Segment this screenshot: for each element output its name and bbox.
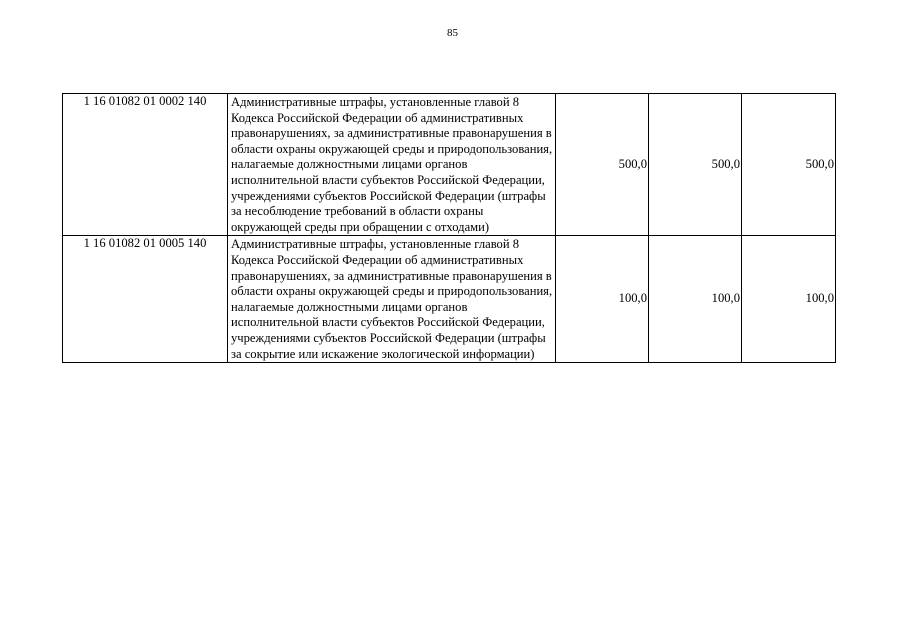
budget-table xyxy=(62,93,836,363)
value-cell-year-1: 500,0 xyxy=(556,94,649,236)
budget-code-cell: 1 16 01082 01 0002 140 xyxy=(63,94,228,236)
table-row xyxy=(63,94,836,236)
value-cell-year-3: 100,0 xyxy=(742,236,836,363)
value-cell-year-3: 500,0 xyxy=(742,94,836,236)
value-cell-year-1: 100,0 xyxy=(556,236,649,363)
table-row xyxy=(63,236,836,363)
value-cell-year-2: 100,0 xyxy=(649,236,742,363)
page-number: 85 xyxy=(447,27,458,39)
value-cell-year-2: 500,0 xyxy=(649,94,742,236)
description-cell: Административные штрафы, установленные главой 8 Кодекса Российской Федерации об административных правонарушениях, за административные правонарушения в области охраны окружающей среды и природопользования, налагаемые должностными лицами органов исполнительной власти субъектов Российской Федерации, учреждениями субъектов Российской Федерации (штрафы за несоблюдение требований в области охраны окружающей среды при обращении с отходами) xyxy=(228,94,556,236)
description-cell: Административные штрафы, установленные главой 8 Кодекса Российской Федерации об административных правонарушениях, за административные правонарушения в области охраны окружающей среды и природопользования, налагаемые должностными лицами органов исполнительной власти субъектов Российской Федерации, учреждениями субъектов Российской Федерации (штрафы за сокрытие или искажение экологической информации) xyxy=(228,236,556,363)
budget-code-cell: 1 16 01082 01 0005 140 xyxy=(63,236,228,363)
